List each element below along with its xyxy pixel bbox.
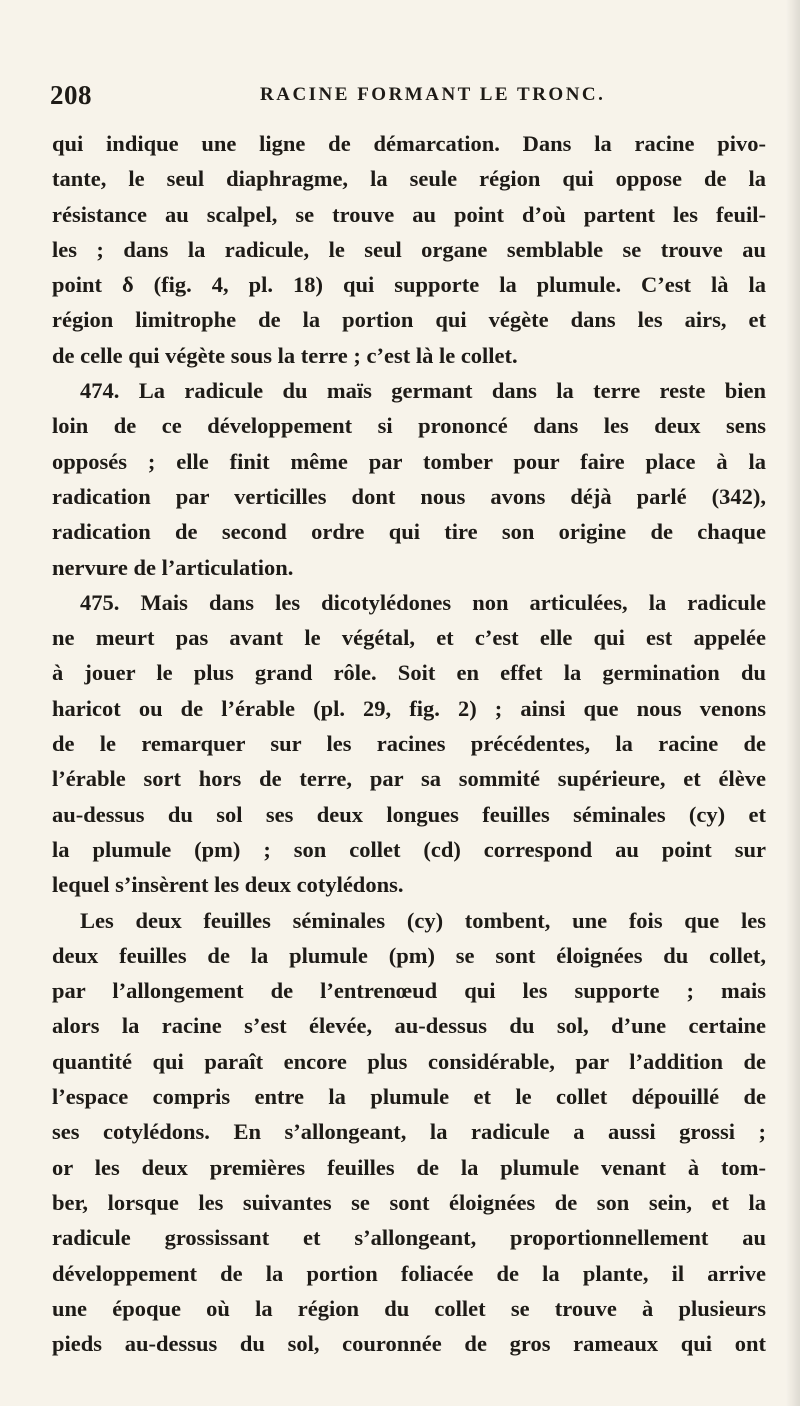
running-head: RACINE FORMANT LE TRONC. <box>260 84 606 105</box>
text-line: pieds au-dessus du sol, couronnée de gros rameaux qui ont <box>52 1331 766 1357</box>
text-line: les ; dans la radicule, le seul organe semblable se trouve au <box>52 236 766 262</box>
text-line: radication par verticilles dont nous avons déjà parlé (342), <box>52 483 766 509</box>
text-line: par l’allongement de l’entrenœud qui les supporte ; mais <box>52 978 766 1004</box>
text-line: Les deux feuilles séminales (cy) tombent, une fois que les <box>80 907 766 933</box>
body-text <box>52 126 766 1361</box>
text-line: 474. La radicule du maïs germant dans la terre reste bien <box>80 378 766 404</box>
text-line: de le remarquer sur les racines précédentes, la racine de <box>52 731 766 757</box>
text-line: nervure de l’articulation. <box>52 554 294 580</box>
text-line: une époque où la région du collet se trouve à plusieurs <box>52 1295 766 1321</box>
page-edge-shadow <box>786 0 800 1406</box>
text-line: région limitrophe de la portion qui végète dans les airs, et <box>52 307 766 333</box>
text-line: l’espace compris entre la plumule et le collet dépouillé de <box>52 1084 766 1110</box>
text-line: au-dessus du sol ses deux longues feuilles séminales (cy) et <box>52 801 766 827</box>
text-line: l’érable sort hors de terre, par sa sommité supérieure, et élève <box>52 766 766 792</box>
text-line: alors la racine s’est élevée, au-dessus du sol, d’une certaine <box>52 1013 766 1039</box>
text-line: opposés ; elle finit même par tomber pour faire place à la <box>52 448 766 474</box>
text-line: qui indique une ligne de démarcation. Dans la racine pivo- <box>52 131 766 156</box>
text-line: point δ (fig. 4, pl. 18) qui supporte la plumule. C’est là la <box>52 272 766 298</box>
text-line: à jouer le plus grand rôle. Soit en effet la germination du <box>52 660 766 686</box>
text-line: ber, lorsque les suivantes se sont éloignées de son sein, et la <box>52 1189 766 1215</box>
text-line: tante, le seul diaphragme, la seule région qui oppose de la <box>52 166 766 192</box>
text-line: haricot ou de l’érable (pl. 29, fig. 2) ; ainsi que nous venons <box>52 695 766 721</box>
text-line: développement de la portion foliacée de la plante, il arrive <box>52 1260 766 1286</box>
text-line: deux feuilles de la plumule (pm) se sont éloignées du collet, <box>52 942 766 968</box>
text-line: radicule grossissant et s’allongeant, proportionnellement au <box>52 1225 766 1251</box>
text-line: ne meurt pas avant le végétal, et c’est elle qui est appelée <box>52 625 766 651</box>
text-line: or les deux premières feuilles de la plumule venant à tom- <box>52 1154 766 1180</box>
text-line: la plumule (pm) ; son collet (cd) correspond au point sur <box>52 836 766 862</box>
text-line: loin de ce développement si prononcé dans les deux sens <box>52 413 766 439</box>
text-line: quantité qui paraît encore plus considérable, par l’addition de <box>52 1048 766 1074</box>
text-line: radication de second ordre qui tire son origine de chaque <box>52 519 766 545</box>
page-header <box>50 80 770 116</box>
text-line: résistance au scalpel, se trouve au point d’où partent les feuil- <box>52 201 766 227</box>
text-line: lequel s’insèrent les deux cotylédons. <box>52 872 404 898</box>
text-line: 475. Mais dans les dicotylédones non articulées, la radicule <box>80 589 766 615</box>
page-number: 208 <box>50 80 92 110</box>
text-line: ses cotylédons. En s’allongeant, la radicule a aussi grossi ; <box>52 1119 766 1145</box>
text-line: de celle qui végète sous la terre ; c’est là le collet. <box>52 342 518 368</box>
